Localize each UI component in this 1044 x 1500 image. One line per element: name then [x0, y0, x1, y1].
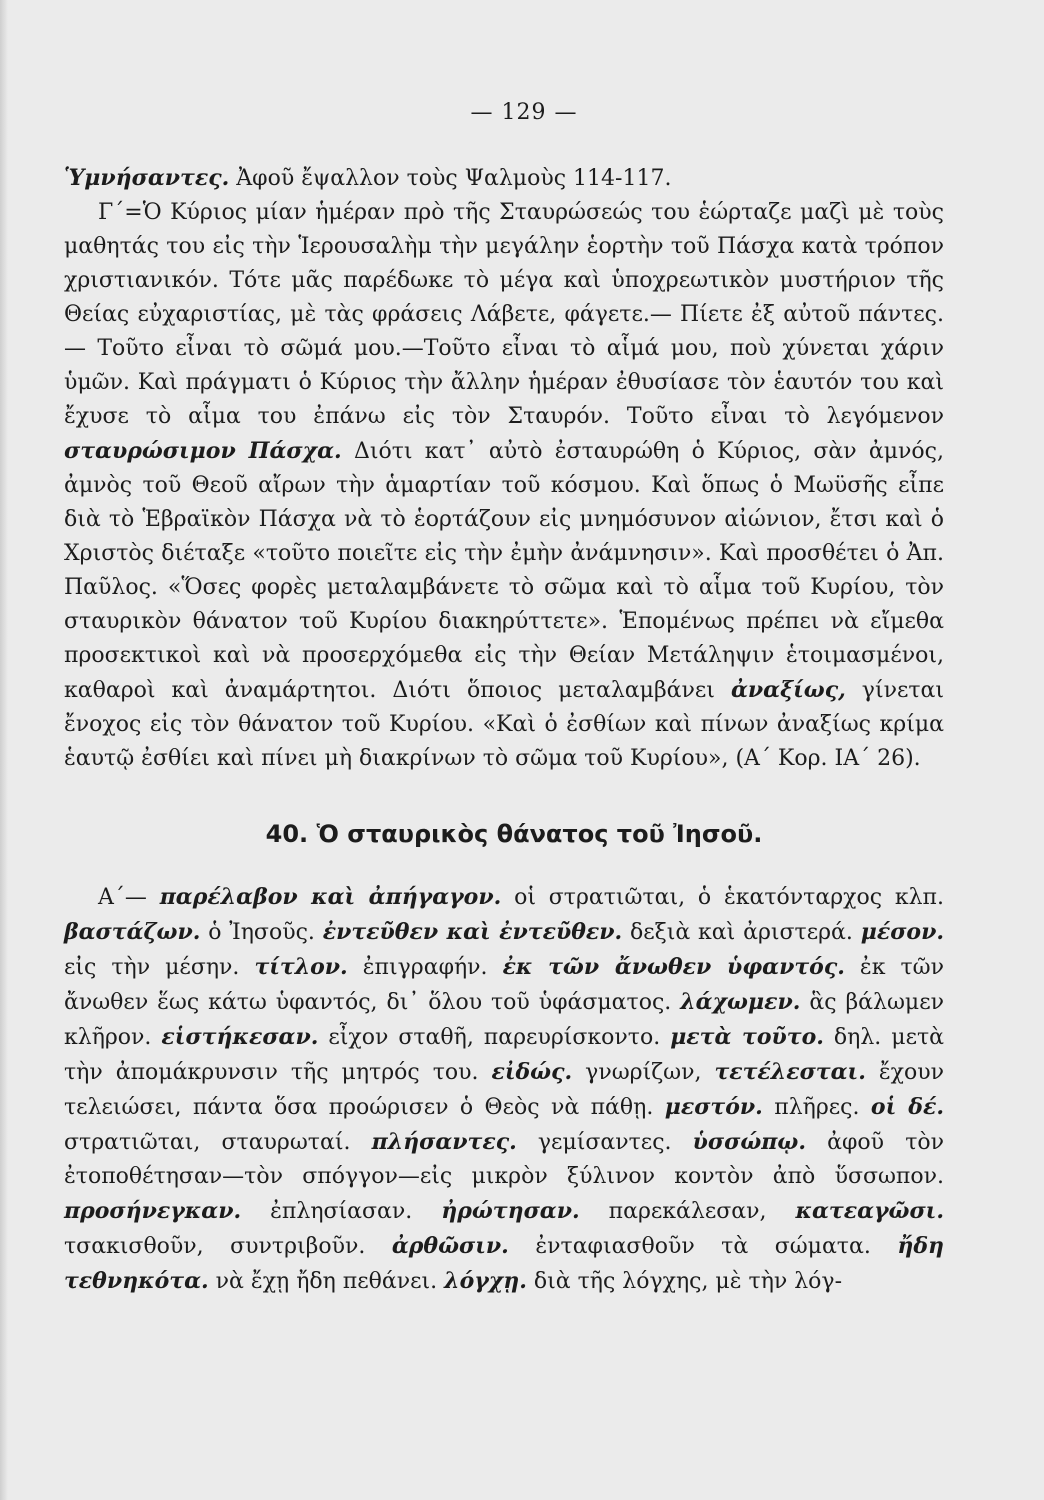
glossary-term: ὑσσώπῳ.	[692, 1129, 807, 1155]
glossary-definition: δηλ. μετὰ τὴν ἀπομάκρυνσιν τῆς μητρός του.	[64, 1025, 945, 1085]
paragraph-gamma-term-2: ἀναξίως,	[730, 677, 846, 703]
glossary-term: μετὰ τοῦτο.	[670, 1024, 824, 1050]
glossary-definition: ὁ Ἰησοῦς.	[200, 920, 323, 945]
glossary-definition: ἐπιγραφήν.	[347, 955, 503, 980]
glossary-term: εἰδώς.	[491, 1059, 573, 1085]
paragraph-gamma-text-3: γίνεται ἔνοχος εἰς τὸν θάνατον τοῦ Κυρίου. «Καὶ ὁ ἐσθίων καὶ πίνων ἀναξίως κρίμα ἑαυτῷ ἐσθίει καὶ πίνει μὴ διακρίνων τὸ σῶμα τοῦ Κυρίου», (Α´ Κορ. ΙΑ´ 26).	[64, 678, 944, 771]
glossary-lead: Α´—	[98, 885, 160, 910]
glossary-definition: ἐκ τῶν ἄνωθεν ἕως κάτω ὑφαντός, δι᾽ ὅλου τοῦ ὑφάσματος.	[64, 955, 944, 1015]
glossary-term: εἱστήκεσαν.	[161, 1024, 319, 1050]
glossary-definition: τσακισθοῦν, συντριβοῦν.	[64, 1234, 392, 1259]
glossary-definition: διὰ τῆς λόγχης, μὲ τὴν λόγ-	[526, 1269, 843, 1294]
glossary-definition: πλῆρες.	[762, 1095, 871, 1120]
glossary-definition: εἰς τὴν μέσην.	[64, 955, 255, 980]
intro-paragraph	[64, 161, 944, 196]
glossary-term: λάχωμεν.	[680, 989, 801, 1015]
glossary-definition: ἃς βάλωμεν κλῆρον.	[64, 990, 944, 1050]
paragraph-gamma-term-1: σταυρώσιμον Πάσχα.	[64, 438, 342, 464]
intro-term: Ὑμνήσαντες.	[64, 165, 230, 191]
book-page	[64, 100, 944, 1400]
glossary-term: κατεαγῶσι.	[795, 1198, 944, 1224]
glossary-term: προσήνεγκαν.	[64, 1198, 242, 1224]
glossary-term: πλήσαντες.	[371, 1129, 517, 1155]
glossary-term: ἐντεῦθεν καὶ ἐντεῦθεν.	[322, 919, 623, 945]
glossary-term: ἀρθῶσιν.	[391, 1233, 509, 1259]
glossary-definition: ἐνταφιασθοῦν τὰ σώματα.	[508, 1234, 898, 1259]
page-number: — 129 —	[470, 100, 578, 125]
glossary-term: τίτλον.	[254, 954, 348, 980]
glossary-definition: εἶχον σταθῆ, παρευρίσκοντο.	[318, 1025, 671, 1050]
glossary-definition: ἀφοῦ τὸν ἐτοποθέτησαν—τὸν σπόγγον—εἰς μικρὸν ξύλινον κοντὸν ἀπὸ ὕσσωπον.	[64, 1130, 944, 1189]
glossary-definition: στρατιῶται, σταυρωταί.	[64, 1130, 372, 1155]
glossary-term: μέσον.	[860, 919, 945, 945]
glossary-definition: δεξιὰ καὶ ἀριστερά.	[622, 920, 861, 945]
glossary-term: παρέλαβον καὶ ἀπήγαγον.	[159, 884, 502, 910]
glossary-term: λόγχῃ.	[444, 1268, 527, 1294]
paragraph-gamma-text: Γ´=Ὁ Κύριος μίαν ἡμέραν πρὸ τῆς Σταυρώσεώς του ἑώρταζε μαζὶ μὲ τοὺς μαθητάς του εἰς τὴν Ἱερουσαλὴμ τὴν μεγάλην ἑορτὴν τοῦ Πάσχα κατὰ τρόπον χριστιανικόν. Τότε μᾶς παρέδωκε τὸ μέγα καὶ ὑποχρεωτικὸν μυστήριον τῆς Θείας εὐχαριστίας, μὲ τὰς φράσεις Λάβετε, φάγετε.— Πίετε ἐξ αὐτοῦ πάντες.— Τοῦτο εἶναι τὸ σῶμά μου.—Τοῦτο εἶναι τὸ αἷμά μου, ποὺ χύνεται χάριν ὑμῶν. Καὶ πράγματι ὁ Κύριος τὴν ἄλλην ἡμέραν ἐθυσίασε τὸν ἑαυτόν του καὶ ἔχυσε τὸ αἷμα του ἐπάνω εἰς τὸν Σταυρόν. Τοῦτο εἶναι τὸ λεγόμενον	[64, 200, 944, 429]
glossary-term: οἱ δέ.	[870, 1094, 944, 1120]
section-title: 40. Ὁ σταυρικὸς θάνατος τοῦ Ἰησοῦ.	[265, 820, 763, 848]
page-edge	[0, 0, 8, 1500]
paragraph-gamma	[64, 196, 944, 776]
intro-text: Ἀφοῦ ἔψαλλον τοὺς Ψαλμοὺς 114-117.	[229, 166, 672, 191]
glossary-definition: γεμίσαντες.	[516, 1130, 693, 1155]
paragraph-gamma-text-2: Διότι κατ᾽ αὐτὸ ἐσταυρώθη ὁ Κύριος, σὰν ἀμνός, ἀμνὸς τοῦ Θεοῦ αἴρων τὴν ἁμαρτίαν τοῦ κόσμου. Καὶ ὅπως ὁ Μωϋσῆς εἶπε διὰ τὸ Ἑβραϊκὸν Πάσχα νὰ τὸ ἑορτάζουν εἰς μνημόσυνον αἰώνιον, ἔτσι καὶ ὁ Χριστὸς διέταξε «τοῦτο ποιεῖτε εἰς τὴν ἐμὴν ἀνάμνησιν». Καὶ προσθέτει ὁ Ἀπ. Παῦλος. «Ὅσες φορὲς μεταλαμβάνετε τὸ σῶμα καὶ τὸ αἷμα τοῦ Κυρίου, τὸν σταυρικὸν θάνατον τοῦ Κυρίου διακηρύττετε». Ἑπομένως πρέπει νὰ εἴμεθα προσεκτικοὶ καὶ νὰ προσερχόμεθα εἰς τὴν Θείαν Μετάληψιν ἑτοιμασμένοι, καθαροὶ καὶ ἀναμάρτητοι. Διότι ὅποιος μεταλαμβάνει	[64, 439, 944, 703]
glossary-term: ἐκ τῶν ἄνωθεν ὑφαντός.	[502, 954, 845, 980]
glossary-term: βαστάζων.	[64, 919, 201, 945]
glossary-term: ἤδη τεθνηκότα.	[64, 1233, 944, 1294]
glossary-term: ἠρώτησαν.	[441, 1198, 580, 1224]
glossary-definition: παρεκάλεσαν,	[579, 1199, 796, 1224]
glossary-term: τετέλεσται.	[714, 1059, 866, 1085]
glossary-definition: γνωρίζων,	[572, 1060, 715, 1085]
glossary-paragraph	[64, 880, 944, 1299]
glossary-definition: ἔχουν τελειώσει, πάντα ὅσα προώρισεν ὁ Θεὸς νὰ πάθῃ.	[64, 1060, 944, 1120]
glossary-term: μεστόν.	[664, 1094, 763, 1120]
glossary-definition: ἐπλησίασαν.	[241, 1199, 442, 1224]
glossary-definition: νὰ ἔχῃ ἤδη πεθάνει.	[208, 1269, 445, 1294]
glossary-definition: οἱ στρατιῶται, ὁ ἑκατόνταρχος κλπ.	[501, 885, 944, 910]
